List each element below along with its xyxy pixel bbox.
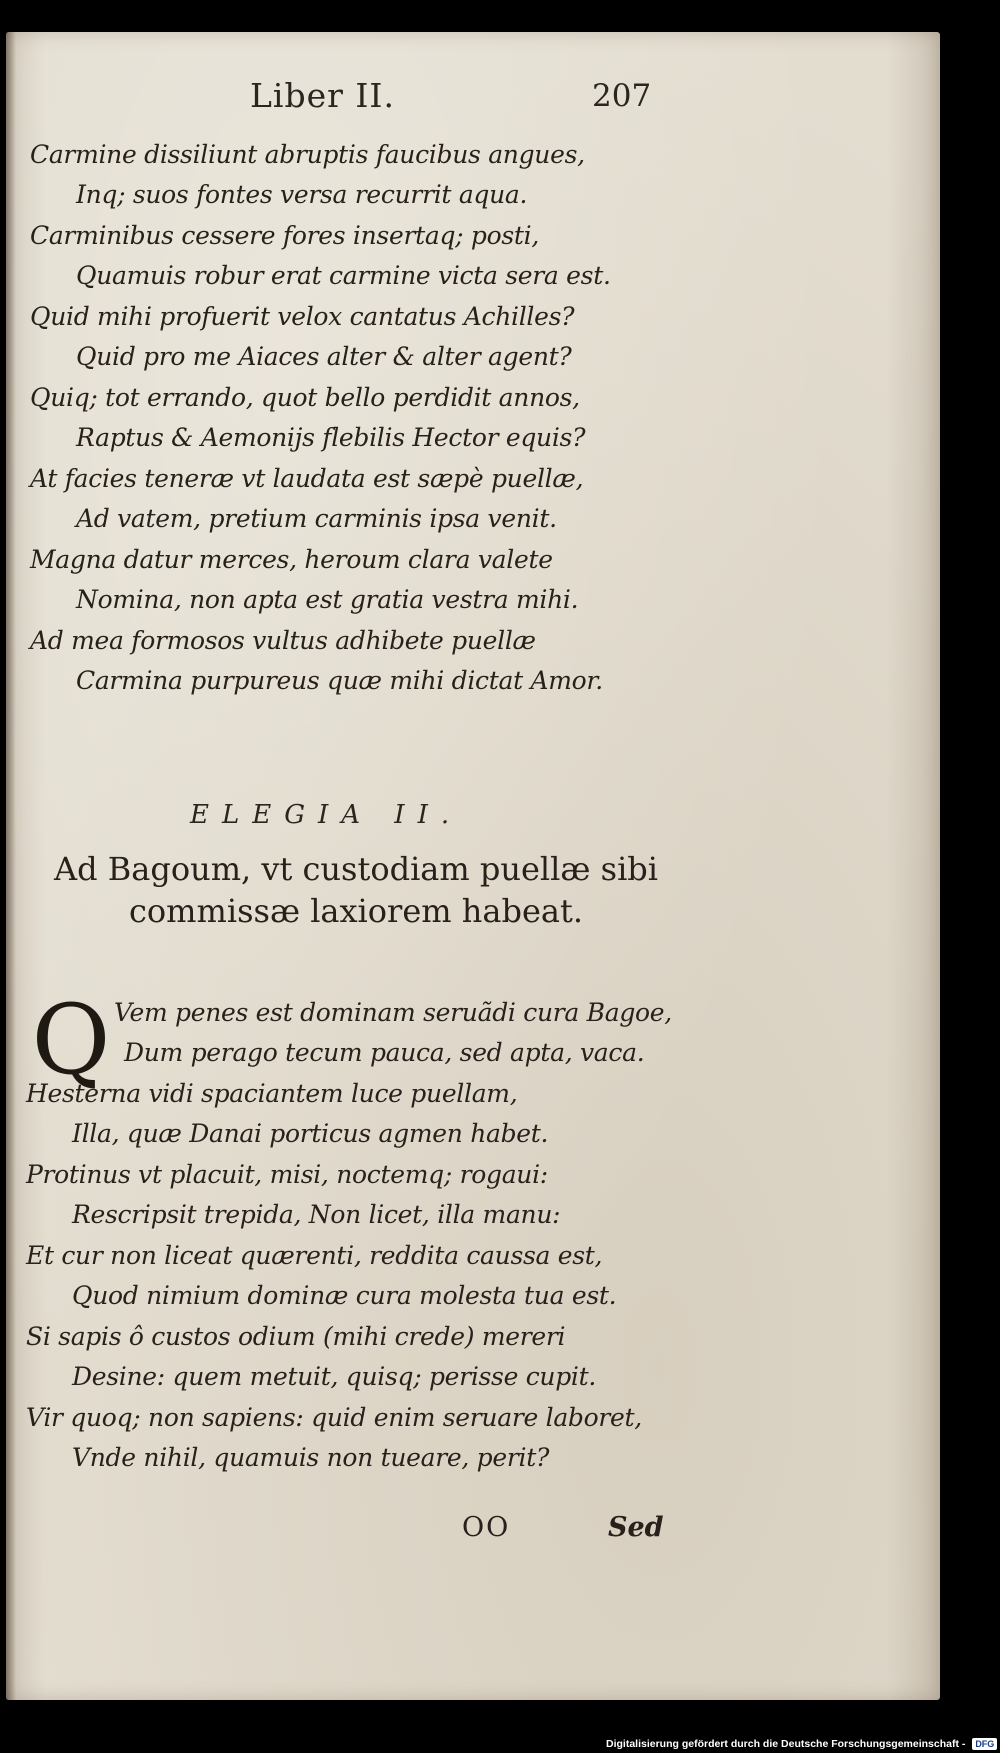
verse-line: At facies teneræ vt laudata est sæpè puellæ, [30,464,584,493]
verse-line: Illa, quæ Danai porticus agmen habet. [72,1119,549,1148]
verse-line: Magna datur merces, heroum clara valete [30,545,553,574]
verse-line: Si sapis ô custos odium (mihi crede) mereri [26,1322,566,1351]
elegia-subtitle-line-1: Ad Bagoum, vt custodiam puellæ sibi [53,850,659,888]
verse-line: Nomina, non apta est gratia vestra mihi. [76,585,579,614]
running-head: Liber II. [250,76,395,115]
elegia-heading: ELEGIA II. [190,800,463,830]
verse-line: Protinus vt placuit, misi, noctemq; rogaui: [26,1160,548,1189]
verse-line: Carmine dissiliunt abruptis faucibus angues, [30,140,585,169]
verse-line: Quiq; tot errando, quot bello perdidit annos, [30,383,580,412]
verse-line: Quid mihi profuerit velox cantatus Achilles? [30,302,575,331]
verse-line: Quod nimium dominæ cura molesta tua est. [72,1281,617,1310]
verse-line: Carmina purpureus quæ mihi dictat Amor. [76,666,603,695]
verse-line: Dum perago tecum pauca, sed apta, vaca. [124,1038,645,1067]
elegia-subtitle-line-2: commissæ laxiorem habeat. [128,892,584,930]
catchword: Sed [608,1512,664,1543]
dfg-logo: DFG [972,1738,997,1750]
verse-line: Quamuis robur erat carmine victa sera est. [76,261,611,290]
digitization-credit [606,1735,1000,1753]
verse-line: Inq; suos fontes versa recurrit aqua. [76,180,528,209]
verse-line: Quid pro me Aiaces alter & alter agent? [76,342,572,371]
verse-line: Vem penes est dominam seruãdi cura Bagoe, [114,998,672,1027]
digitization-credit-text: Digitalisierung gefördert durch die Deutsche Forschungsgemeinschaft - [606,1738,966,1750]
verse-line: Rescripsit trepida, Non licet, illa manu: [72,1200,561,1229]
verse-line: Ad vatem, pretium carminis ipsa venit. [76,504,557,533]
verse-line: Carminibus cessere fores insertaq; posti, [30,221,540,250]
book-page [6,32,940,1700]
verse-line: Et cur non liceat quærenti, reddita caussa est, [26,1241,603,1270]
page-number: 207 [592,78,652,114]
verse-line: Desine: quem metuit, quisq; perisse cupit. [72,1362,597,1391]
verse-line: Ad mea formosos vultus adhibete puellæ [30,626,536,655]
signature-mark: OO [462,1512,511,1543]
drop-cap-initial: Q [31,984,111,1096]
verse-line: Hesterna vidi spaciantem luce puellam, [26,1079,518,1108]
verse-line: Raptus & Aemonijs flebilis Hector equis? [76,423,586,452]
page-header [6,76,940,126]
verse-line: Vir quoq; non sapiens: quid enim seruare laboret, [26,1403,642,1432]
verse-line: Vnde nihil, quamuis non tueare, perit? [72,1443,550,1472]
